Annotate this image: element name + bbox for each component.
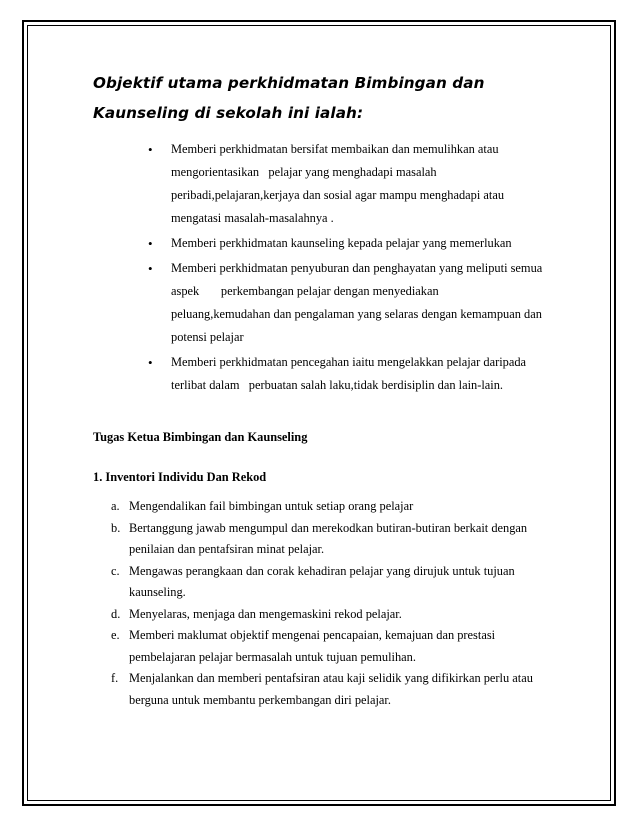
list-item-text: Bertanggung jawab mengumpul dan merekodkan butiran-butiran berkait dengan	[129, 520, 528, 535]
list-item-text: peluang,kemudahan dan pengalaman yang selaras dengan kemampuan dan	[171, 307, 542, 321]
list-item-text: mengatasi masalah-masalahnya .	[171, 211, 334, 225]
list-item-text: aspek perkembangan pelajar dengan menyediakan	[171, 284, 439, 298]
list-item-text: Memberi perkhidmatan kaunseling kepada pelajar yang memerlukan	[171, 236, 512, 250]
list-item	[93, 625, 563, 668]
list-item-text: Mengendalikan fail bimbingan untuk setiap orang pelajar	[129, 499, 414, 513]
list-item-text: peribadi,pelajaran,kerjaya dan sosial agar mampu menghadapi atau	[171, 188, 505, 202]
list-item-text: mengorientasikan pelajar yang menghadapi masalah	[171, 165, 437, 179]
heading-line-1: Objektif utama perkhidmatan Bimbingan dan	[93, 74, 485, 92]
list-marker: c.	[111, 563, 120, 578]
objectives-section	[93, 68, 563, 397]
list-marker: f.	[111, 671, 119, 685]
list-item-text: Menyelaras, menjaga dan mengemaskini rekod pelajar.	[129, 606, 402, 621]
list-item-text: berguna untuk membantu perkembangan diri pelajar.	[129, 692, 391, 707]
bullet-icon: •	[148, 236, 153, 251]
heading-line-2: Kaunseling di sekolah ini ialah:	[93, 104, 364, 122]
list-item	[93, 232, 563, 255]
list-item-text: potensi pelajar	[171, 330, 244, 344]
list-item-text: Memberi maklumat objektif mengenai pencapaian, kemajuan dan prestasi	[129, 628, 496, 642]
list-item-text: Menjalankan dan memberi pentafsiran atau kaji selidik yang difikirkan perlu atau	[129, 671, 533, 685]
list-item-text: Mengawas perangkaan dan corak kehadiran pelajar yang dirujuk untuk tujuan	[129, 563, 515, 578]
list-item	[93, 496, 563, 518]
duties-title: Tugas Ketua Bimbingan dan Kaunseling	[93, 430, 308, 444]
list-item-text: terlibat dalam perbuatan salah laku,tidak berdisiplin dan lain-lain.	[171, 378, 504, 392]
section-1-list	[93, 496, 563, 711]
list-item-text: pembelajaran pelajar bermasalah untuk tujuan pemulihan.	[129, 649, 416, 664]
section-1-title: 1. Inventori Individu Dan Rekod	[93, 470, 267, 484]
list-item	[93, 561, 563, 604]
list-marker: b.	[111, 520, 121, 535]
list-item-text: Memberi perkhidmatan bersifat membaikan dan memulihkan atau	[171, 142, 499, 156]
list-item-text: penilaian dan pentafsiran minat pelajar.	[129, 542, 325, 556]
list-item	[93, 518, 563, 561]
list-item	[93, 604, 563, 626]
list-item-text: Memberi perkhidmatan penyuburan dan penghayatan yang meliputi semua	[171, 261, 543, 275]
bullet-icon: •	[148, 142, 153, 157]
list-item-text: kaunseling.	[129, 585, 186, 599]
list-marker: d.	[111, 606, 121, 621]
list-marker: a.	[111, 499, 120, 513]
list-item-text: Memberi perkhidmatan pencegahan iaitu mengelakkan pelajar daripada	[171, 355, 527, 369]
list-marker: e.	[111, 628, 120, 642]
objectives-heading	[93, 68, 563, 128]
list-item	[93, 668, 563, 711]
objectives-list	[93, 138, 563, 397]
list-item	[93, 257, 563, 349]
bullet-icon: •	[148, 355, 153, 370]
bullet-icon: •	[148, 261, 153, 276]
list-item	[93, 138, 563, 230]
list-item	[93, 351, 563, 397]
